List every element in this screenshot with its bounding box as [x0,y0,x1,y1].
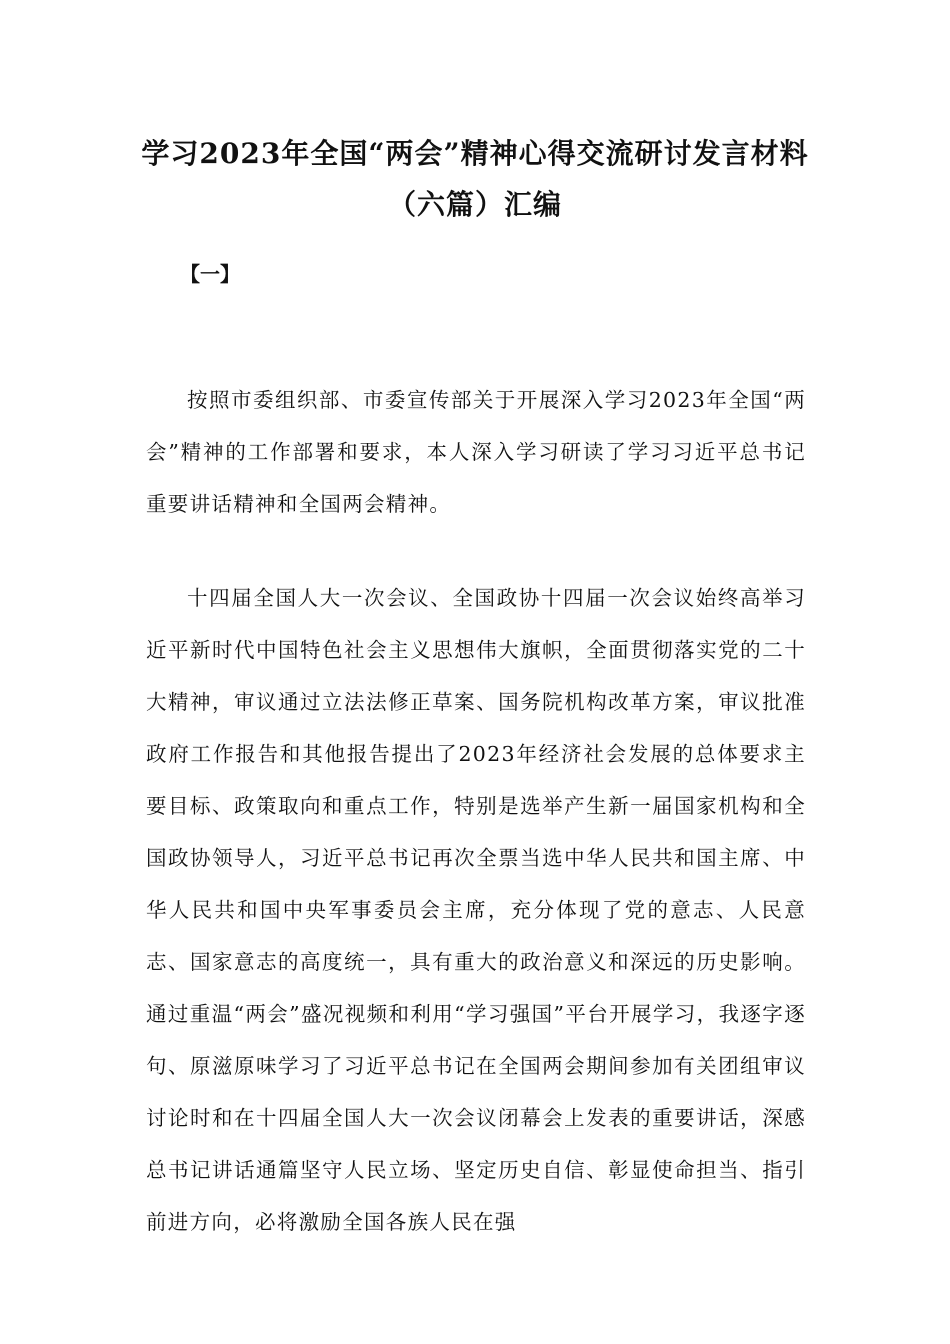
body-paragraph: 按照市委组织部、市委宣传部关于开展深入学习2023年全国“两会”精神的工作部署和要求，本人深入学习研读了学习习近平总书记重要讲话精神和全国两会精神。 [146,388,806,516]
section-label: 【一】 [180,262,240,286]
document-title: 学习2023年全国“两会”精神心得交流研讨发言材料（六篇）汇编 [141,137,809,221]
body-paragraph: 十四届全国人大一次会议、全国政协十四届一次会议始终高举习近平新时代中国特色社会主义思想伟大旗帜，全面贯彻落实党的二十大精神，审议通过立法法修正草案、国务院机构改革方案，审议批准政府工作报告和其他报告提出了2023年经济社会发展的总体要求主要目标、政策取向和重点工作，特别是选举产生新一届国家机构和全国政协领导人，习近平总书记再次全票当选中华人民共和国主席、中华人民共和国中央军事委员会主席，充分体现了党的意志、人民意志、国家意志的高度统一，具有重大的政治意义和深远的历史影响。通过重温“两会”盛况视频和利用“学习强国”平台开展学习，我逐字逐句、原滋原味学习了习近平总书记在全国两会期间参加有关团组审议讨论时和在十四届全国人大一次会议闭幕会上发表的重要讲话，深感总书记讲话通篇坚守人民立场、坚定历史自信、彰显使命担当、指引前进方向，必将激励全国各族人民在强 [146,586,806,1234]
